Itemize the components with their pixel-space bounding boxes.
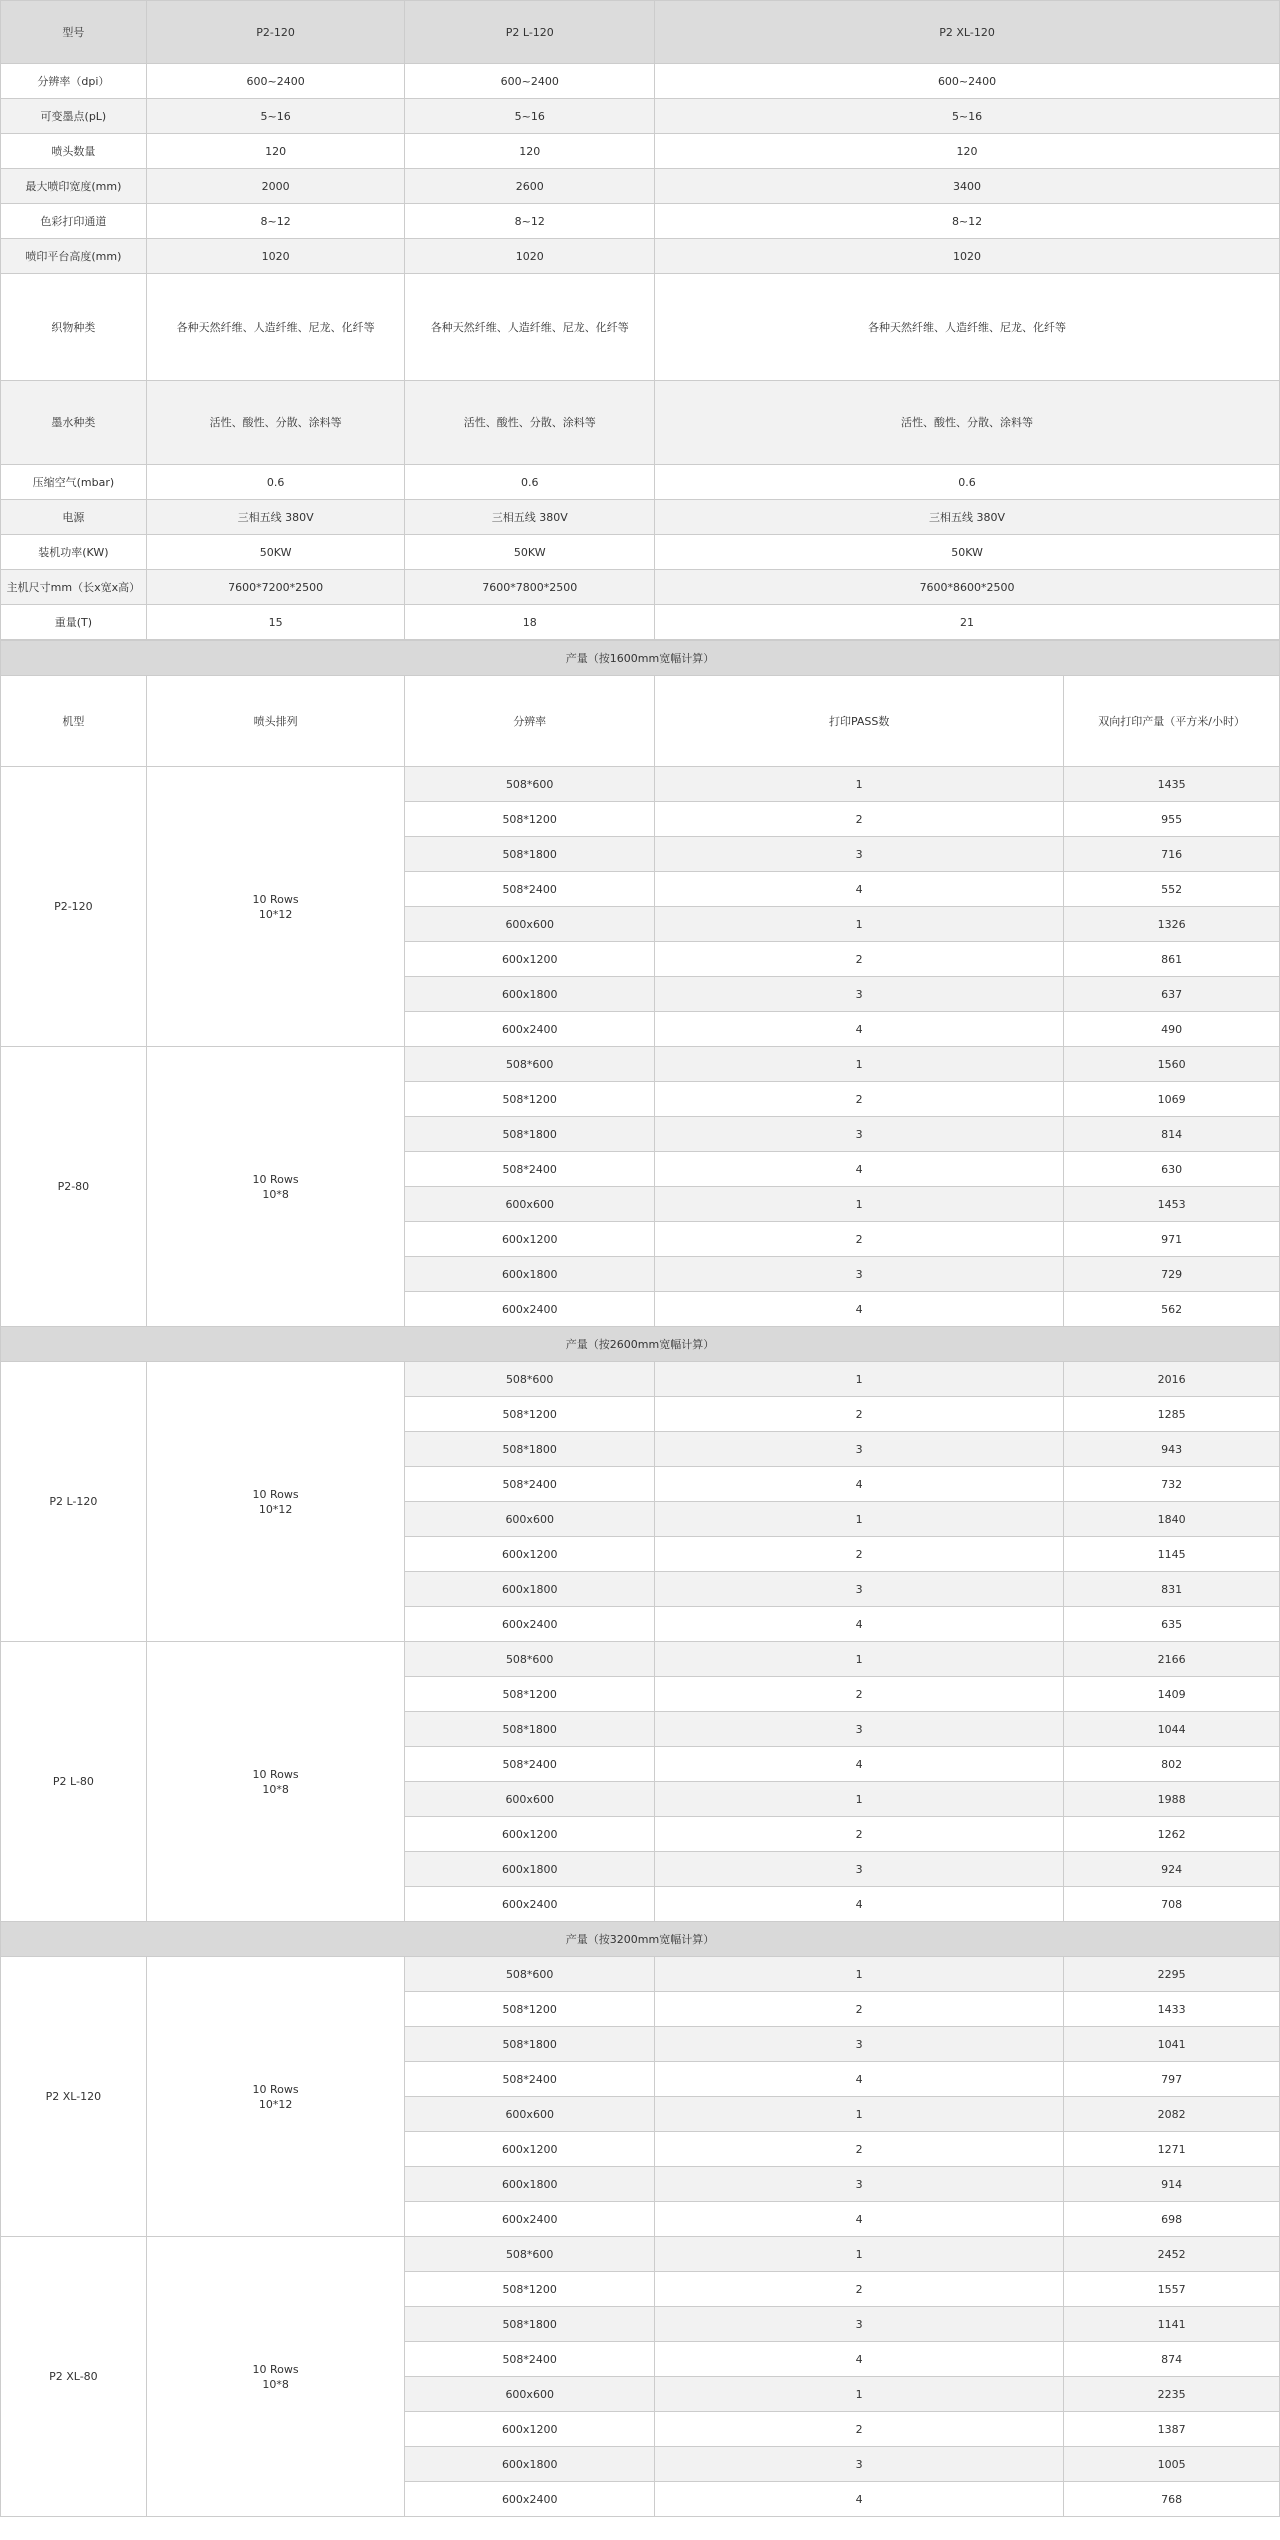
spec-value-cell: 120 bbox=[146, 134, 405, 169]
pass-count-cell: 2 bbox=[655, 1082, 1064, 1117]
spec-value-cell: 各种天然纤维、人造纤维、尼龙、化纤等 bbox=[405, 274, 655, 381]
output-cell: 1435 bbox=[1064, 767, 1280, 802]
resolution-cell: 600x600 bbox=[405, 1502, 655, 1537]
output-cell: 1387 bbox=[1064, 2412, 1280, 2447]
output-cell: 914 bbox=[1064, 2167, 1280, 2202]
spec-table-body bbox=[1, 1, 1280, 640]
resolution-cell: 508*600 bbox=[405, 1362, 655, 1397]
production-section-header bbox=[1, 1922, 1280, 1957]
resolution-cell: 508*600 bbox=[405, 2237, 655, 2272]
output-cell: 716 bbox=[1064, 837, 1280, 872]
spec-value-cell: 活性、酸性、分散、涂料等 bbox=[405, 381, 655, 465]
spec-value-cell: 3400 bbox=[655, 169, 1280, 204]
spec-value-cell: 5~16 bbox=[405, 99, 655, 134]
resolution-cell: 600x1200 bbox=[405, 1817, 655, 1852]
pass-count-cell: 2 bbox=[655, 2272, 1064, 2307]
spec-value-cell: 8~12 bbox=[655, 204, 1280, 239]
output-cell: 1005 bbox=[1064, 2447, 1280, 2482]
resolution-cell: 508*600 bbox=[405, 767, 655, 802]
spec-value-cell: 7600*7800*2500 bbox=[405, 570, 655, 605]
resolution-cell: 600x1200 bbox=[405, 1537, 655, 1572]
output-cell: 861 bbox=[1064, 942, 1280, 977]
spec-table bbox=[0, 0, 1280, 640]
spec-value-cell: 三相五线 380V bbox=[655, 500, 1280, 535]
pass-count-cell: 4 bbox=[655, 1887, 1064, 1922]
pass-count-cell: 3 bbox=[655, 977, 1064, 1012]
output-cell: 729 bbox=[1064, 1257, 1280, 1292]
pass-count-cell: 1 bbox=[655, 1187, 1064, 1222]
resolution-cell: 508*1800 bbox=[405, 1117, 655, 1152]
pass-count-cell: 4 bbox=[655, 1747, 1064, 1782]
pass-count-cell: 2 bbox=[655, 1817, 1064, 1852]
output-cell: 1326 bbox=[1064, 907, 1280, 942]
pass-count-cell: 2 bbox=[655, 1222, 1064, 1257]
spec-row bbox=[1, 535, 1280, 570]
pass-count-cell: 4 bbox=[655, 2202, 1064, 2237]
nozzle-arrangement-cell: 10 Rows 10*8 bbox=[146, 2237, 405, 2517]
output-cell: 797 bbox=[1064, 2062, 1280, 2097]
pass-count-cell: 3 bbox=[655, 1432, 1064, 1467]
pass-count-cell: 3 bbox=[655, 837, 1064, 872]
spec-value-cell: 1020 bbox=[405, 239, 655, 274]
resolution-cell: 600x600 bbox=[405, 2097, 655, 2132]
spec-label-cell: 可变墨点(pL) bbox=[1, 99, 147, 134]
spec-value-cell: 50KW bbox=[146, 535, 405, 570]
resolution-cell: 508*2400 bbox=[405, 2062, 655, 2097]
resolution-cell: 508*1200 bbox=[405, 802, 655, 837]
spec-value-cell: 21 bbox=[655, 605, 1280, 640]
spec-row bbox=[1, 274, 1280, 381]
resolution-cell: 600x2400 bbox=[405, 2482, 655, 2517]
spec-value-cell: 120 bbox=[655, 134, 1280, 169]
output-cell: 955 bbox=[1064, 802, 1280, 837]
resolution-cell: 508*2400 bbox=[405, 1152, 655, 1187]
output-cell: 1041 bbox=[1064, 2027, 1280, 2062]
output-cell: 1262 bbox=[1064, 1817, 1280, 1852]
output-cell: 1044 bbox=[1064, 1712, 1280, 1747]
spec-row bbox=[1, 169, 1280, 204]
resolution-cell: 508*1800 bbox=[405, 1712, 655, 1747]
pass-count-cell: 1 bbox=[655, 1642, 1064, 1677]
nozzle-arrangement-cell: 10 Rows 10*8 bbox=[146, 1047, 405, 1327]
output-cell: 971 bbox=[1064, 1222, 1280, 1257]
production-section-header bbox=[1, 1327, 1280, 1362]
spec-label-cell: 重量(T) bbox=[1, 605, 147, 640]
output-cell: 2016 bbox=[1064, 1362, 1280, 1397]
output-cell: 1557 bbox=[1064, 2272, 1280, 2307]
output-cell: 1840 bbox=[1064, 1502, 1280, 1537]
spec-header-row bbox=[1, 1, 1280, 64]
spec-label-cell: 压缩空气(mbar) bbox=[1, 465, 147, 500]
output-cell: 2082 bbox=[1064, 2097, 1280, 2132]
output-cell: 2452 bbox=[1064, 2237, 1280, 2272]
output-cell: 1560 bbox=[1064, 1047, 1280, 1082]
production-section-header bbox=[1, 641, 1280, 676]
resolution-cell: 508*600 bbox=[405, 1642, 655, 1677]
output-cell: 2166 bbox=[1064, 1642, 1280, 1677]
pass-count-cell: 4 bbox=[655, 1467, 1064, 1502]
spec-value-cell: 活性、酸性、分散、涂料等 bbox=[655, 381, 1280, 465]
pass-count-cell: 1 bbox=[655, 2377, 1064, 2412]
resolution-cell: 600x1800 bbox=[405, 1852, 655, 1887]
spec-row bbox=[1, 99, 1280, 134]
output-cell: 2295 bbox=[1064, 1957, 1280, 1992]
spec-value-cell: 7600*7200*2500 bbox=[146, 570, 405, 605]
pass-count-cell: 1 bbox=[655, 1362, 1064, 1397]
resolution-cell: 600x2400 bbox=[405, 2202, 655, 2237]
spec-header-cell: 型号 bbox=[1, 1, 147, 64]
pass-count-cell: 3 bbox=[655, 1257, 1064, 1292]
output-cell: 1141 bbox=[1064, 2307, 1280, 2342]
pass-count-cell: 3 bbox=[655, 2447, 1064, 2482]
output-cell: 924 bbox=[1064, 1852, 1280, 1887]
pass-count-cell: 4 bbox=[655, 872, 1064, 907]
resolution-cell: 508*1200 bbox=[405, 1082, 655, 1117]
output-cell: 1988 bbox=[1064, 1782, 1280, 1817]
model-name-cell: P2 XL-80 bbox=[1, 2237, 147, 2517]
model-name-cell: P2 XL-120 bbox=[1, 1957, 147, 2237]
pass-count-cell: 3 bbox=[655, 1117, 1064, 1152]
pass-count-cell: 2 bbox=[655, 802, 1064, 837]
spec-value-cell: 600~2400 bbox=[146, 64, 405, 99]
spec-label-cell: 织物种类 bbox=[1, 274, 147, 381]
spec-label-cell: 主机尺寸mm（长x宽x高） bbox=[1, 570, 147, 605]
resolution-cell: 508*600 bbox=[405, 1957, 655, 1992]
pass-count-cell: 2 bbox=[655, 1537, 1064, 1572]
pass-count-cell: 3 bbox=[655, 1572, 1064, 1607]
column-header: 分辨率 bbox=[405, 676, 655, 767]
spec-value-cell: 15 bbox=[146, 605, 405, 640]
resolution-cell: 600x600 bbox=[405, 1187, 655, 1222]
model-name-cell: P2 L-80 bbox=[1, 1642, 147, 1922]
spec-row bbox=[1, 500, 1280, 535]
resolution-cell: 508*600 bbox=[405, 1047, 655, 1082]
output-cell: 708 bbox=[1064, 1887, 1280, 1922]
resolution-cell: 600x1800 bbox=[405, 2447, 655, 2482]
pass-count-cell: 1 bbox=[655, 1782, 1064, 1817]
spec-row bbox=[1, 605, 1280, 640]
resolution-cell: 508*2400 bbox=[405, 1467, 655, 1502]
output-cell: 635 bbox=[1064, 1607, 1280, 1642]
spec-value-cell: 2600 bbox=[405, 169, 655, 204]
spec-row bbox=[1, 570, 1280, 605]
resolution-cell: 508*1200 bbox=[405, 2272, 655, 2307]
output-cell: 732 bbox=[1064, 1467, 1280, 1502]
output-cell: 814 bbox=[1064, 1117, 1280, 1152]
section-title: 产量（按3200mm宽幅计算） bbox=[1, 1922, 1280, 1957]
output-cell: 802 bbox=[1064, 1747, 1280, 1782]
production-column-header-row bbox=[1, 676, 1280, 767]
resolution-cell: 600x2400 bbox=[405, 1012, 655, 1047]
production-table bbox=[0, 640, 1280, 2517]
output-cell: 831 bbox=[1064, 1572, 1280, 1607]
spec-value-cell: 0.6 bbox=[405, 465, 655, 500]
resolution-cell: 508*1800 bbox=[405, 2307, 655, 2342]
output-cell: 630 bbox=[1064, 1152, 1280, 1187]
resolution-cell: 508*2400 bbox=[405, 1747, 655, 1782]
model-name-cell: P2-80 bbox=[1, 1047, 147, 1327]
spec-value-cell: 8~12 bbox=[405, 204, 655, 239]
output-cell: 1271 bbox=[1064, 2132, 1280, 2167]
pass-count-cell: 4 bbox=[655, 2062, 1064, 2097]
spec-value-cell: 0.6 bbox=[655, 465, 1280, 500]
spec-value-cell: 7600*8600*2500 bbox=[655, 570, 1280, 605]
pass-count-cell: 2 bbox=[655, 1992, 1064, 2027]
pass-count-cell: 1 bbox=[655, 2237, 1064, 2272]
spec-label-cell: 色彩打印通道 bbox=[1, 204, 147, 239]
production-row bbox=[1, 1957, 1280, 1992]
output-cell: 562 bbox=[1064, 1292, 1280, 1327]
spec-label-cell: 墨水种类 bbox=[1, 381, 147, 465]
model-name-cell: P2-120 bbox=[1, 767, 147, 1047]
output-cell: 768 bbox=[1064, 2482, 1280, 2517]
spec-value-cell: 2000 bbox=[146, 169, 405, 204]
column-header: 打印PASS数 bbox=[655, 676, 1064, 767]
resolution-cell: 600x1200 bbox=[405, 1222, 655, 1257]
production-row bbox=[1, 1047, 1280, 1082]
pass-count-cell: 4 bbox=[655, 1607, 1064, 1642]
spec-label-cell: 电源 bbox=[1, 500, 147, 535]
production-row bbox=[1, 767, 1280, 802]
pass-count-cell: 3 bbox=[655, 2027, 1064, 2062]
pass-count-cell: 2 bbox=[655, 2412, 1064, 2447]
spec-label-cell: 分辨率（dpi） bbox=[1, 64, 147, 99]
pass-count-cell: 3 bbox=[655, 1712, 1064, 1747]
nozzle-arrangement-cell: 10 Rows 10*8 bbox=[146, 1642, 405, 1922]
output-cell: 637 bbox=[1064, 977, 1280, 1012]
spec-header-cell: P2 L-120 bbox=[405, 1, 655, 64]
pass-count-cell: 1 bbox=[655, 1502, 1064, 1537]
production-row bbox=[1, 1642, 1280, 1677]
pass-count-cell: 3 bbox=[655, 1852, 1064, 1887]
spec-row bbox=[1, 239, 1280, 274]
spec-value-cell: 600~2400 bbox=[655, 64, 1280, 99]
resolution-cell: 600x1800 bbox=[405, 977, 655, 1012]
production-table-body bbox=[1, 641, 1280, 2517]
pass-count-cell: 3 bbox=[655, 2307, 1064, 2342]
pass-count-cell: 1 bbox=[655, 907, 1064, 942]
model-name-cell: P2 L-120 bbox=[1, 1362, 147, 1642]
nozzle-arrangement-cell: 10 Rows 10*12 bbox=[146, 767, 405, 1047]
resolution-cell: 600x600 bbox=[405, 1782, 655, 1817]
spec-value-cell: 各种天然纤维、人造纤维、尼龙、化纤等 bbox=[146, 274, 405, 381]
output-cell: 1285 bbox=[1064, 1397, 1280, 1432]
pass-count-cell: 2 bbox=[655, 942, 1064, 977]
pass-count-cell: 4 bbox=[655, 1012, 1064, 1047]
output-cell: 1069 bbox=[1064, 1082, 1280, 1117]
resolution-cell: 600x2400 bbox=[405, 1607, 655, 1642]
output-cell: 2235 bbox=[1064, 2377, 1280, 2412]
pass-count-cell: 2 bbox=[655, 1397, 1064, 1432]
spec-label-cell: 最大喷印宽度(mm) bbox=[1, 169, 147, 204]
spec-value-cell: 各种天然纤维、人造纤维、尼龙、化纤等 bbox=[655, 274, 1280, 381]
resolution-cell: 600x1200 bbox=[405, 2412, 655, 2447]
resolution-cell: 600x1800 bbox=[405, 1257, 655, 1292]
pass-count-cell: 1 bbox=[655, 767, 1064, 802]
spec-label-cell: 装机功率(KW) bbox=[1, 535, 147, 570]
output-cell: 1433 bbox=[1064, 1992, 1280, 2027]
resolution-cell: 508*1200 bbox=[405, 1992, 655, 2027]
pass-count-cell: 1 bbox=[655, 2097, 1064, 2132]
spec-row bbox=[1, 465, 1280, 500]
spec-row bbox=[1, 64, 1280, 99]
resolution-cell: 508*1200 bbox=[405, 1397, 655, 1432]
resolution-cell: 600x1200 bbox=[405, 942, 655, 977]
spec-value-cell: 三相五线 380V bbox=[405, 500, 655, 535]
output-cell: 1453 bbox=[1064, 1187, 1280, 1222]
resolution-cell: 600x1800 bbox=[405, 1572, 655, 1607]
spec-value-cell: 50KW bbox=[655, 535, 1280, 570]
spec-header-cell: P2-120 bbox=[146, 1, 405, 64]
output-cell: 874 bbox=[1064, 2342, 1280, 2377]
spec-label-cell: 喷头数量 bbox=[1, 134, 147, 169]
resolution-cell: 600x2400 bbox=[405, 1887, 655, 1922]
spec-value-cell: 1020 bbox=[146, 239, 405, 274]
resolution-cell: 508*2400 bbox=[405, 872, 655, 907]
resolution-cell: 508*1800 bbox=[405, 2027, 655, 2062]
nozzle-arrangement-cell: 10 Rows 10*12 bbox=[146, 1362, 405, 1642]
column-header: 双向打印产量（平方米/小时） bbox=[1064, 676, 1280, 767]
resolution-cell: 508*1800 bbox=[405, 1432, 655, 1467]
production-row bbox=[1, 2237, 1280, 2272]
spec-value-cell: 0.6 bbox=[146, 465, 405, 500]
resolution-cell: 600x600 bbox=[405, 2377, 655, 2412]
resolution-cell: 600x600 bbox=[405, 907, 655, 942]
pass-count-cell: 1 bbox=[655, 1957, 1064, 1992]
spec-row bbox=[1, 134, 1280, 169]
spec-header-cell: P2 XL-120 bbox=[655, 1, 1280, 64]
pass-count-cell: 4 bbox=[655, 2342, 1064, 2377]
pass-count-cell: 2 bbox=[655, 1677, 1064, 1712]
resolution-cell: 508*1200 bbox=[405, 1677, 655, 1712]
pass-count-cell: 4 bbox=[655, 1292, 1064, 1327]
pass-count-cell: 2 bbox=[655, 2132, 1064, 2167]
section-title: 产量（按2600mm宽幅计算） bbox=[1, 1327, 1280, 1362]
output-cell: 552 bbox=[1064, 872, 1280, 907]
spec-value-cell: 5~16 bbox=[655, 99, 1280, 134]
spec-value-cell: 8~12 bbox=[146, 204, 405, 239]
resolution-cell: 508*2400 bbox=[405, 2342, 655, 2377]
resolution-cell: 600x1200 bbox=[405, 2132, 655, 2167]
spec-row bbox=[1, 381, 1280, 465]
spec-value-cell: 120 bbox=[405, 134, 655, 169]
resolution-cell: 600x1800 bbox=[405, 2167, 655, 2202]
column-header: 喷头排列 bbox=[146, 676, 405, 767]
pass-count-cell: 4 bbox=[655, 1152, 1064, 1187]
output-cell: 490 bbox=[1064, 1012, 1280, 1047]
spec-value-cell: 活性、酸性、分散、涂料等 bbox=[146, 381, 405, 465]
production-row bbox=[1, 1362, 1280, 1397]
output-cell: 1145 bbox=[1064, 1537, 1280, 1572]
section-title: 产量（按1600mm宽幅计算） bbox=[1, 641, 1280, 676]
resolution-cell: 508*1800 bbox=[405, 837, 655, 872]
pass-count-cell: 3 bbox=[655, 2167, 1064, 2202]
spec-value-cell: 1020 bbox=[655, 239, 1280, 274]
pass-count-cell: 1 bbox=[655, 1047, 1064, 1082]
column-header: 机型 bbox=[1, 676, 147, 767]
spec-value-cell: 三相五线 380V bbox=[146, 500, 405, 535]
output-cell: 1409 bbox=[1064, 1677, 1280, 1712]
spec-row bbox=[1, 204, 1280, 239]
resolution-cell: 600x2400 bbox=[405, 1292, 655, 1327]
pass-count-cell: 4 bbox=[655, 2482, 1064, 2517]
spec-label-cell: 喷印平台高度(mm) bbox=[1, 239, 147, 274]
spec-value-cell: 600~2400 bbox=[405, 64, 655, 99]
output-cell: 943 bbox=[1064, 1432, 1280, 1467]
nozzle-arrangement-cell: 10 Rows 10*12 bbox=[146, 1957, 405, 2237]
spec-value-cell: 5~16 bbox=[146, 99, 405, 134]
output-cell: 698 bbox=[1064, 2202, 1280, 2237]
spec-value-cell: 50KW bbox=[405, 535, 655, 570]
spec-value-cell: 18 bbox=[405, 605, 655, 640]
